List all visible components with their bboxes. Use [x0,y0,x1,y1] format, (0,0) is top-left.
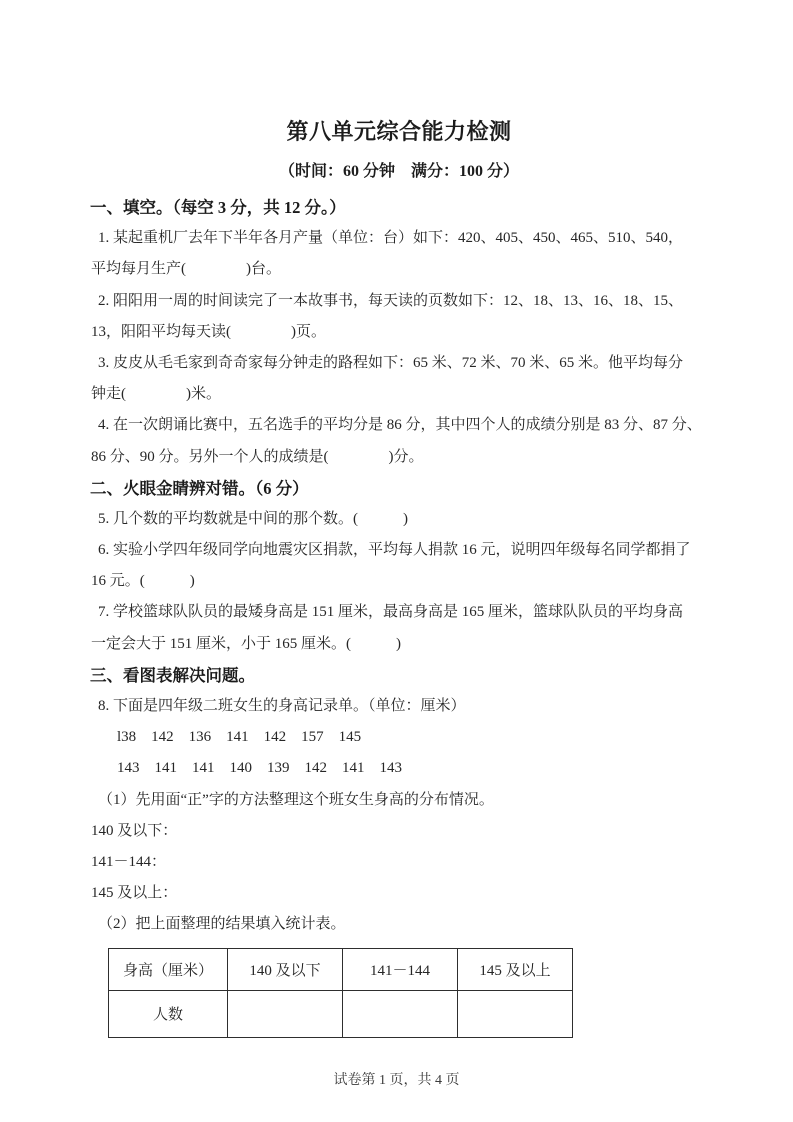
height-data-row-1 [90,722,708,753]
section-2-heading: 二、火眼金睛辨对错。（6 分） [90,478,309,498]
table-header-145-above: 145 及以上 [458,948,573,990]
stats-table [108,948,573,1038]
subquestion-1-line: （1）先用面“正”字的方法整理这个班女生身高的分布情况。 [98,791,494,808]
height-value: 142 [304,760,327,777]
height-value: l38 [117,729,137,746]
page-footer: 试卷第 1 页，共 4 页 [333,1073,460,1088]
table-header-141-144: 141－144 [343,948,458,990]
height-value: 141 [154,760,177,777]
subquestion-2-line: （2）把上面整理的结果填入统计表。 [98,916,346,933]
question-6-line-2: 16 元。( ) [91,573,195,590]
height-value: 141 [226,729,249,746]
question-2-line-2: 13，阳阳平均每天读( )页。 [91,323,326,340]
paper-content [90,112,708,1038]
table-empty-cell [458,990,573,1037]
question-6-line-1: 6. 实验小学四年级同学向地震灾区捐款，平均每人捐款 16 元，说明四年级每名同学都捐了 [98,542,691,559]
height-value: 142 [263,729,287,746]
height-value: 145 [338,729,362,746]
question-7-line-2: 一定会大于 151 厘米，小于 165 厘米。( ) [91,635,401,652]
height-value: 136 [188,729,212,746]
stats-table-wrapper [108,948,708,1038]
height-value: 143 [117,760,140,777]
table-count-row [109,990,573,1037]
question-4-line-2: 86 分、90 分。另外一个人的成绩是( )分。 [91,448,424,465]
question-3-line-2: 钟走( )米。 [91,386,221,403]
tally-label-141-144: 141－144： [91,853,167,870]
height-value: 141 [342,760,365,777]
table-empty-cell [228,990,343,1037]
height-value: 141 [192,760,215,777]
question-1-line-1: 1. 某起重机厂去年下半年各月产量（单位：台）如下：420、405、450、465、510、540， [98,230,684,247]
height-value: 140 [229,760,252,777]
paper-title: 第八单元综合能力检测 [286,119,512,144]
table-header-140-below: 140 及以下 [228,948,343,990]
height-value: 157 [301,729,324,746]
question-2-line-1: 2. 阳阳用一周的时间读完了一本故事书，每天读的页数如下：12、18、13、16、18、15、 [98,292,684,309]
height-value: 139 [267,760,290,777]
question-8-intro: 8. 下面是四年级二班女生的身高记录单。（单位：厘米） [98,698,466,714]
height-value: 142 [151,729,174,746]
question-4-line-1: 4. 在一次朗诵比赛中，五名选手的平均分是 86 分，其中四个人的成绩分别是 83 分、87 分、 [98,417,702,434]
height-value: 143 [379,760,402,777]
section-1-heading: 一、填空。（每空 3 分，共 12 分。） [90,198,346,217]
table-header-row [109,948,573,990]
height-data-row-2 [90,753,708,784]
question-5-line: 5. 几个数的平均数就是中间的那个数。( ) [98,510,408,527]
question-3-line-1: 3. 皮皮从毛毛家到奇奇家每分钟走的路程如下：65 米、72 米、70 米、65 米。他平均每分 [98,354,684,371]
section-3-heading: 三、看图表解决问题。 [90,665,255,685]
question-1-line-2: 平均每月生产( )台。 [91,261,281,278]
table-header-height: 身高（厘米） [109,948,228,990]
tally-label-140-below: 140 及以下： [91,822,178,839]
table-empty-cell [343,990,458,1037]
tally-label-145-above: 145 及以上： [91,885,178,902]
time-score-line: （时间：60 分钟 满分：100 分） [278,163,519,180]
table-row-label-count: 人数 [109,990,228,1037]
question-7-line-1: 7. 学校篮球队队员的最矮身高是 151 厘米，最高身高是 165 厘米，篮球队队员的平均身高 [98,604,684,621]
